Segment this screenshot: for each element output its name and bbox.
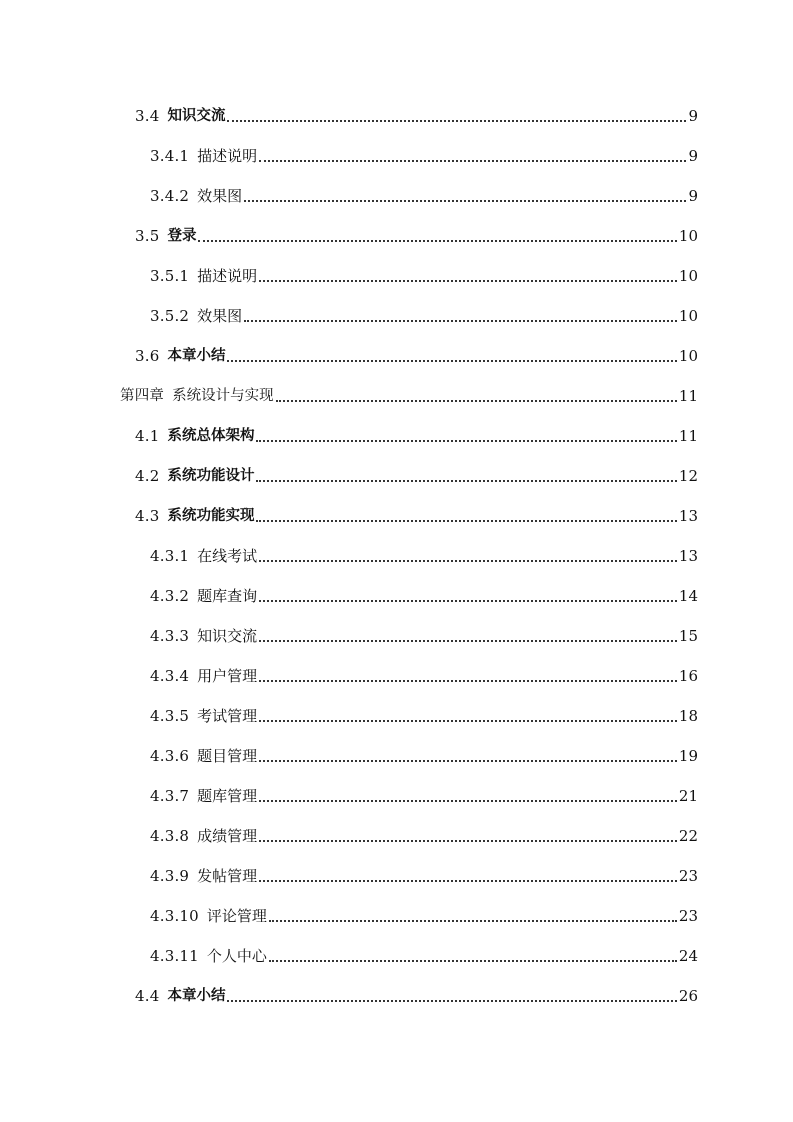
toc-entry[interactable] [0, 660, 793, 686]
toc-entry[interactable] [0, 900, 793, 926]
toc-entry-title: 系统总体架构 [167, 428, 255, 444]
toc-entry-page: 23 [678, 867, 698, 885]
toc-entry-title: 登录 [167, 228, 197, 244]
toc-entry-title: 效果图 [197, 187, 243, 205]
toc-entry[interactable] [0, 100, 793, 126]
toc-entry-number: 4.3.6 [150, 747, 190, 765]
toc-entry-number: 3.5 [135, 227, 160, 245]
toc-entry-number: 4.3.9 [150, 867, 190, 885]
dot-leader [259, 640, 677, 642]
toc-entry[interactable] [0, 340, 793, 366]
toc-entry[interactable] [0, 460, 793, 486]
dot-leader [259, 280, 677, 282]
dot-leader [259, 880, 677, 882]
toc-entry-number: 4.3.7 [150, 787, 190, 805]
dot-leader [269, 920, 677, 922]
toc-entry-title: 在线考试 [197, 547, 258, 565]
toc-entry[interactable] [0, 220, 793, 246]
toc-entry-number: 4.3.3 [150, 627, 190, 645]
toc-entry[interactable] [0, 260, 793, 286]
toc-entry-page: 10 [678, 267, 698, 285]
toc-entry-title: 评论管理 [206, 907, 267, 925]
toc-entry[interactable] [0, 540, 793, 566]
toc-entry-page: 13 [678, 547, 698, 565]
dot-leader [259, 800, 677, 802]
toc-entry-page: 16 [678, 667, 698, 685]
toc-entry-number: 3.4 [135, 107, 160, 125]
toc-entry-page: 11 [678, 427, 698, 445]
toc-entry-title: 知识交流 [197, 627, 258, 645]
toc-entry-page: 22 [678, 827, 698, 845]
toc-entry-page: 9 [688, 147, 698, 165]
dot-leader [198, 240, 676, 242]
toc-entry-number: 4.3.10 [150, 907, 199, 925]
toc-entry-number: 4.2 [135, 467, 160, 485]
toc-entry-number: 4.3 [135, 507, 160, 525]
dot-leader [276, 400, 677, 402]
toc-entry-number: 第四章 [120, 388, 165, 404]
toc-entry-title: 题库查询 [197, 587, 258, 605]
toc-entry-page: 18 [678, 707, 698, 725]
toc-entry[interactable] [0, 180, 793, 206]
toc-entry-title: 题库管理 [197, 787, 258, 805]
toc-entry-number: 4.3.11 [150, 947, 199, 965]
toc-entry-title: 考试管理 [197, 707, 258, 725]
toc-entry-page: 9 [688, 107, 698, 125]
toc-entry-page: 15 [678, 627, 698, 645]
dot-leader [227, 360, 676, 362]
toc-entry-page: 26 [678, 987, 698, 1005]
dot-leader [259, 560, 677, 562]
dot-leader [244, 200, 686, 202]
toc-entry-number: 4.4 [135, 987, 160, 1005]
toc-entry-page: 23 [678, 907, 698, 925]
toc-entry-page: 10 [678, 307, 698, 325]
toc-entry-number: 4.3.8 [150, 827, 190, 845]
toc-entry-number: 4.1 [135, 427, 160, 445]
toc-entry-number: 3.6 [135, 347, 160, 365]
dot-leader [259, 840, 677, 842]
toc-entry-number: 4.3.4 [150, 667, 190, 685]
dot-leader [269, 960, 677, 962]
dot-leader [259, 160, 686, 162]
dot-leader [256, 440, 676, 442]
toc-entry[interactable] [0, 980, 793, 1006]
toc-entry-page: 13 [678, 507, 698, 525]
dot-leader [259, 760, 677, 762]
toc-entry-page: 19 [678, 747, 698, 765]
toc-entry-page: 9 [688, 187, 698, 205]
toc-entry-page: 21 [678, 787, 698, 805]
toc-entry-title: 系统功能实现 [167, 508, 255, 524]
toc-entry-number: 4.3.5 [150, 707, 190, 725]
toc-entry-title: 系统设计与实现 [172, 388, 274, 404]
toc-entry-page: 14 [678, 587, 698, 605]
toc-entry-title: 本章小结 [167, 988, 226, 1004]
toc-entry-number: 3.4.2 [150, 187, 190, 205]
toc-entry[interactable] [0, 860, 793, 886]
dot-leader [259, 680, 677, 682]
dot-leader [227, 120, 686, 122]
toc-entry-title: 描述说明 [197, 147, 258, 165]
dot-leader [259, 720, 677, 722]
toc-entry[interactable] [0, 580, 793, 606]
toc-entry[interactable] [0, 420, 793, 446]
toc-entry-title: 个人中心 [206, 947, 267, 965]
toc-entry-page: 24 [678, 947, 698, 965]
toc-entry[interactable] [0, 140, 793, 166]
toc-entry[interactable] [0, 740, 793, 766]
toc-entry[interactable] [0, 300, 793, 326]
toc-entry[interactable] [0, 820, 793, 846]
toc-entry[interactable] [0, 940, 793, 966]
toc-entry-title: 用户管理 [197, 667, 258, 685]
toc-entry[interactable] [0, 700, 793, 726]
toc-entry-title: 效果图 [197, 307, 243, 325]
toc-entry-title: 系统功能设计 [167, 468, 255, 484]
toc-entry-number: 3.4.1 [150, 147, 190, 165]
toc-entry-title: 描述说明 [197, 267, 258, 285]
toc-entry[interactable] [0, 780, 793, 806]
toc-entry-title: 本章小结 [167, 348, 226, 364]
dot-leader [256, 480, 676, 482]
dot-leader [244, 320, 677, 322]
toc-entry-page: 11 [678, 387, 698, 405]
toc-entry[interactable] [0, 500, 793, 526]
toc-entry-page: 10 [678, 227, 698, 245]
toc-entry-title: 成绩管理 [197, 827, 258, 845]
toc-entry-page: 12 [678, 467, 698, 485]
toc-entry-number: 4.3.2 [150, 587, 190, 605]
dot-leader [227, 1000, 676, 1002]
toc-entry-number: 3.5.1 [150, 267, 190, 285]
toc-entry-title: 发帖管理 [197, 867, 258, 885]
toc-entry-number: 4.3.1 [150, 547, 190, 565]
toc-entry-number: 3.5.2 [150, 307, 190, 325]
dot-leader [256, 520, 676, 522]
toc-entry-page: 10 [678, 347, 698, 365]
toc-chapter-entry[interactable] [0, 380, 793, 406]
toc-entry-title: 知识交流 [167, 108, 226, 124]
dot-leader [259, 600, 677, 602]
toc-entry-title: 题目管理 [197, 747, 258, 765]
toc-entry[interactable] [0, 620, 793, 646]
